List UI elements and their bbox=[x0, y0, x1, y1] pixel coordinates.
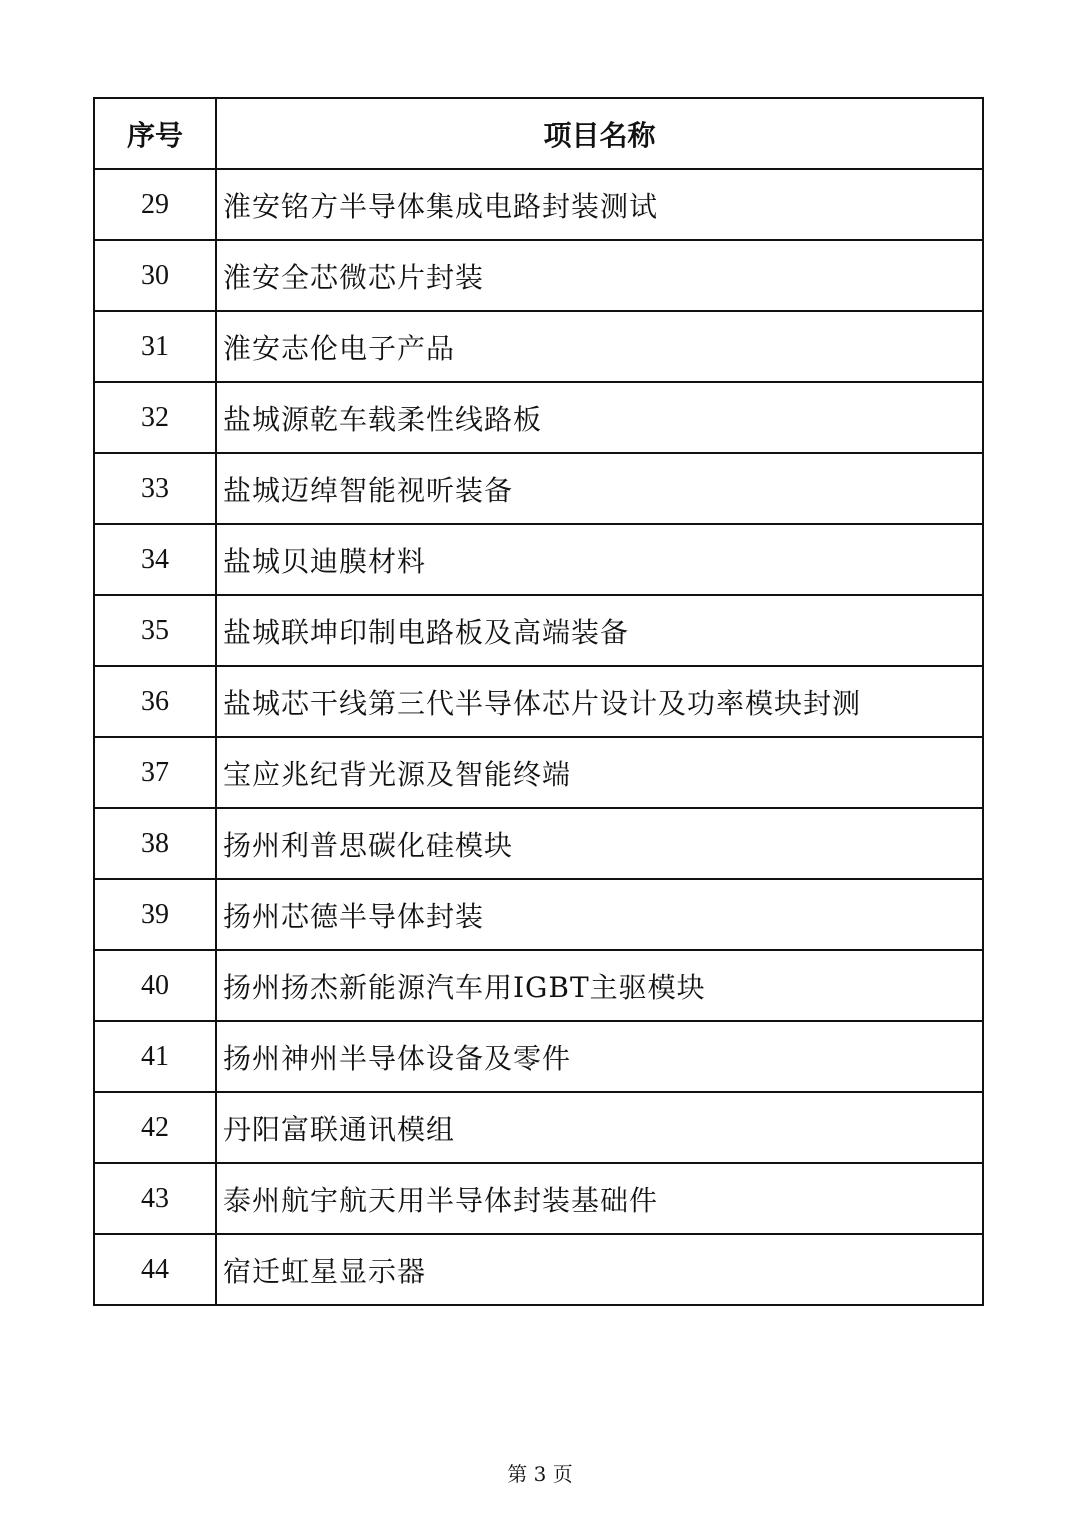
row-number: 36 bbox=[94, 666, 216, 737]
table-row bbox=[94, 240, 983, 311]
row-project-name: 盐城迈绰智能视听装备 bbox=[216, 453, 983, 524]
table-row bbox=[94, 1092, 983, 1163]
table-row bbox=[94, 524, 983, 595]
row-project-name: 盐城联坤印制电路板及高端装备 bbox=[216, 595, 983, 666]
row-number: 32 bbox=[94, 382, 216, 453]
row-number: 42 bbox=[94, 1092, 216, 1163]
page-number: 第 3 页 bbox=[507, 1462, 573, 1486]
row-number: 37 bbox=[94, 737, 216, 808]
row-number: 31 bbox=[94, 311, 216, 382]
table-header-row bbox=[94, 98, 983, 169]
row-number: 40 bbox=[94, 950, 216, 1021]
table-row bbox=[94, 169, 983, 240]
row-project-name: 宝应兆纪背光源及智能终端 bbox=[216, 737, 983, 808]
row-project-name: 泰州航宇航天用半导体封装基础件 bbox=[216, 1163, 983, 1234]
row-number: 38 bbox=[94, 808, 216, 879]
row-project-name: 扬州神州半导体设备及零件 bbox=[216, 1021, 983, 1092]
table-row bbox=[94, 737, 983, 808]
table-row bbox=[94, 1021, 983, 1092]
row-number: 41 bbox=[94, 1021, 216, 1092]
row-project-name: 扬州扬杰新能源汽车用IGBT主驱模块 bbox=[216, 950, 983, 1021]
header-number: 序号 bbox=[94, 98, 216, 169]
row-project-name: 盐城源乾车载柔性线路板 bbox=[216, 382, 983, 453]
row-number: 44 bbox=[94, 1234, 216, 1305]
row-project-name: 淮安全芯微芯片封装 bbox=[216, 240, 983, 311]
table-row bbox=[94, 453, 983, 524]
table-row bbox=[94, 311, 983, 382]
table-row bbox=[94, 595, 983, 666]
table-row bbox=[94, 666, 983, 737]
row-number: 43 bbox=[94, 1163, 216, 1234]
table-row bbox=[94, 1163, 983, 1234]
table-body bbox=[94, 169, 983, 1305]
row-project-name: 盐城芯干线第三代半导体芯片设计及功率模块封测 bbox=[216, 666, 983, 737]
row-project-name: 宿迁虹星显示器 bbox=[216, 1234, 983, 1305]
table-row bbox=[94, 950, 983, 1021]
row-number: 34 bbox=[94, 524, 216, 595]
row-project-name: 扬州利普思碳化硅模块 bbox=[216, 808, 983, 879]
table-row bbox=[94, 382, 983, 453]
row-number: 39 bbox=[94, 879, 216, 950]
table-row bbox=[94, 1234, 983, 1305]
row-project-name: 淮安志伦电子产品 bbox=[216, 311, 983, 382]
header-name: 项目名称 bbox=[216, 98, 983, 169]
row-project-name: 扬州芯德半导体封装 bbox=[216, 879, 983, 950]
row-project-name: 丹阳富联通讯模组 bbox=[216, 1092, 983, 1163]
row-number: 29 bbox=[94, 169, 216, 240]
row-number: 30 bbox=[94, 240, 216, 311]
table-row bbox=[94, 808, 983, 879]
project-table bbox=[93, 97, 984, 1306]
row-number: 33 bbox=[94, 453, 216, 524]
table-row bbox=[94, 879, 983, 950]
row-number: 35 bbox=[94, 595, 216, 666]
row-project-name: 盐城贝迪膜材料 bbox=[216, 524, 983, 595]
row-project-name: 淮安铭方半导体集成电路封装测试 bbox=[216, 169, 983, 240]
